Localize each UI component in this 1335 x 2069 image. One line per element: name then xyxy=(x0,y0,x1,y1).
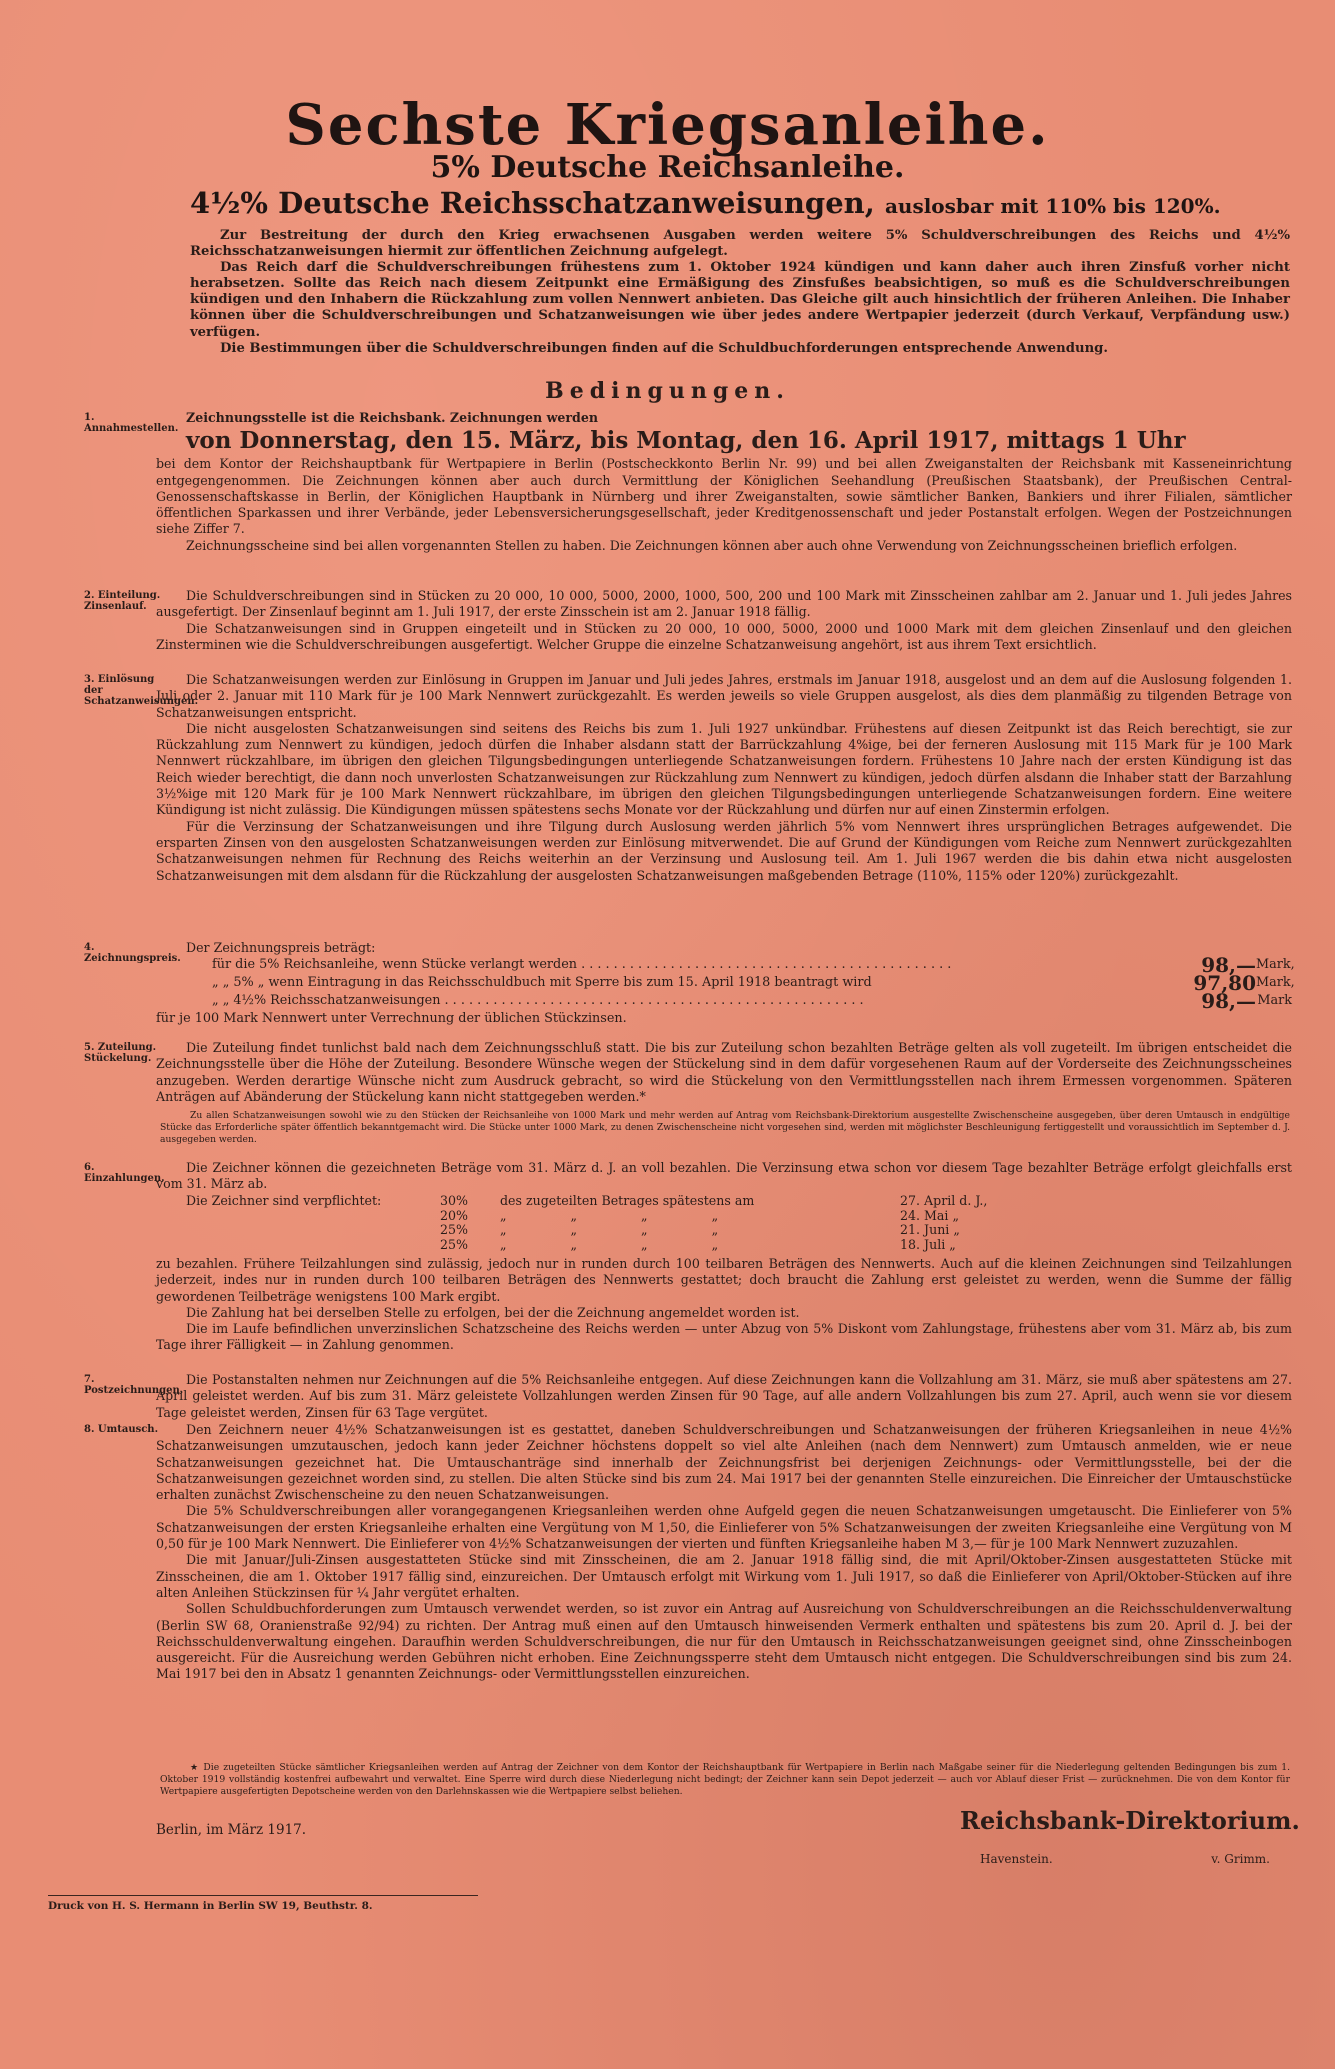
section-5-paragraph: Die Zuteilung findet tunlichst bald nach dem Zeichnungsschluß statt. Die bis zur Zuteilung schon bezahlten Beträge gelten als voll zugeteilt. Im übrigen entscheidet die Zeichnungsstelle über die Höhe der Zuteilung. Besondere Wünsche wegen der Stückelung sind in dem dafür vorgesehenen Raum auf der Vorderseite des Zeichnungsscheines anzugeben. Werden derartige Wünsche nicht zum Ausdruck gebracht, so wird die Stückelung von den Vermittlungsstellen nach ihrem Ermessen vorgenommen. Späteren Anträgen auf Abänderung der Stückelung kann nicht stattgegeben werden.* xyxy=(156,1040,1292,1104)
printer-divider xyxy=(48,1895,478,1896)
schedule-percent: 25% xyxy=(440,1236,468,1252)
schedule-text: des zugeteilten Betrages spätestens am xyxy=(500,1193,755,1208)
signer-havenstein: Havenstein. xyxy=(980,1852,1053,1866)
schedule-row xyxy=(440,1223,1040,1238)
price-row-unit: Mark, xyxy=(1256,975,1295,990)
price-row-text: „ „ 4½% Reichsschatzanweisungen . . . . . . . . . . . . . . . . . . . . . . . . . . . . . . . . . . . . . . . . . . . . . . . . . . . . xyxy=(212,993,864,1008)
section-3-paragraph: Die Schatzanweisungen werden zur Einlösung in Gruppen im Januar und Juli jedes Jahres, erstmals im Januar 1918, ausgelost und an dem auf die Auslosung folgenden 1. Juli oder 2. Januar mit 110 Mark für je 100 Mark Nennwert zurückgezahlt. Es werden jeweils so viele Gruppen ausgelost, als dies dem planmäßig zu tilgenden Betrage von Schatzanweisungen entspricht. xyxy=(156,672,1292,720)
subtitle-reichsanleihe: 5% Deutsche Reichsanleihe. xyxy=(430,150,905,185)
margin-label-5: 5. Zuteilung. Stückelung. xyxy=(84,1042,157,1064)
printer-imprint: Druck von H. S. Hermann in Berlin SW 19, Beuthstr. 8. xyxy=(48,1900,373,1912)
section-3 xyxy=(156,672,1292,884)
section-5 xyxy=(156,1040,1292,1105)
schedule-date: 27. April d. J., xyxy=(900,1193,988,1208)
section-6-paragraph: Die im Laufe befindlichen unverzinslichen Schatzscheine des Reichs werden — unter Abzug von 5% Diskont vom Zahlungstage, frühestens aber vom 31. März ab, bis zum Tage ihrer Fälligkeit — in Zahlung genommen. xyxy=(156,1321,1292,1353)
payment-schedule xyxy=(440,1194,1040,1252)
margin-label-2: 2. Einteilung. Zinsenlauf. xyxy=(84,590,161,612)
schedule-date: 18. Juli „ xyxy=(900,1236,956,1252)
section-1-period: von Donnerstag, den 15. März, bis Montag, den 16. April 1917, mittags 1 Uhr xyxy=(186,427,1186,455)
section-6-paragraph: zu bezahlen. Frühere Teilzahlungen sind zulässig, jedoch nur in runden durch 100 teilbaren Beträgen des Nennwerts. Auch auf die kleinen Zeichnungen sind Teilzahlungen jederzeit, indes nur in runden durch 100 teilbaren Beträgen des Nennwerts gestattet; doch braucht die Zahlung erst geleistet zu werden, wenn die Summe der fällig gewordenen Teilbeträge wenigstens 100 Mark ergibt. xyxy=(156,1256,1292,1304)
section-8-paragraph: Sollen Schuldbuchforderungen zum Umtausch verwendet werden, so ist zuvor ein Antrag auf Ausreichung von Schuldverschreibungen an die Reichsschuldenverwaltung (Berlin SW 68, Oranienstraße 92/94) zu richten. Der Antrag muß einen auf den Umtausch hinweisenden Vermerk enthalten und spätestens bis zum 20. April d. J. bei der Reichsschuldenverwaltung eingehen. Daraufhin werden Schuldverschreibungen, die nur für den Umtausch in Reichsschatzanweisungen geeignet sind, ohne Zinsscheinbogen ausgereicht. Für die Ausreichung werden Gebühren nicht erhoben. Eine Zeichnungssperre steht dem Umtausch nicht entgegen. Die Schuldverschreibungen sind bis zum 24. Mai 1917 bei den in Absatz 1 genannten Zeichnungs- oder Vermittlungsstellen einzureichen. xyxy=(156,1601,1292,1682)
conditions-heading: Bedingungen. xyxy=(545,378,790,404)
section-1 xyxy=(156,410,1292,554)
margin-label-1: 1. Annahmestellen. xyxy=(84,412,179,434)
section-6-paragraph: Die Zahlung hat bei derselben Stelle zu erfolgen, bei der die Zeichnung angemeldet worden ist. xyxy=(186,1304,800,1320)
section-1-paragraph: Zeichnungsscheine sind bei allen vorgenannten Stellen zu haben. Die Zeichnungen können aber auch ohne Verwendung von Zeichnungsscheinen brieflich erfolgen. xyxy=(186,537,1238,553)
margin-label-7: 7. Postzeichnungen. xyxy=(84,1374,184,1396)
price-row-value: 98,— xyxy=(1201,989,1256,1013)
section-2-paragraph: Die Schatzanweisungen sind in Gruppen eingeteilt und in Stücken zu 20 000, 10 000, 5000, 2000 und 1000 Mark mit dem gleichen Zinsenlauf und den gleichen Zinsterminen wie die Schuldverschreibungen ausgefertigt. Welcher Gruppe die einzelne Schatzanweisung angehört, ist aus ihrem Text ersichtlich. xyxy=(156,620,1292,652)
section-7-paragraph: Die Postanstalten nehmen nur Zeichnungen auf die 5% Reichsanleihe entgegen. Auf diese Zeichnungen kann die Vollzahlung am 31. März, sie muß aber spätestens am 27. April geleistet werden. Auf bis zum 31. März geleistete Vollzahlungen werden Zinsen für 90 Tage, auf alle andern Vollzahlungen bis zum 27. April, auch wenn sie vor diesem Tage geleistet werden, Zinsen für 63 Tage vergütet. xyxy=(156,1372,1292,1420)
margin-label-3: 3. Einlösung der Schatzanweisungen. xyxy=(84,674,199,707)
section-8-paragraph: Die 5% Schuldverschreibungen aller vorangegangenen Kriegsanleihen werden ohne Aufgeld gegen die neuen Schatzanweisungen umgetauscht. Die Einlieferer von 5% Schatzanweisungen der ersten Kriegsanleihe erhalten eine Vergütung von M 1,50, die Einlieferer von 5% Schatzanweisungen der zweiten Kriegsanleihe eine Vergütung von M 0,50 für je 100 Mark Nennwert. Die Einlieferer von 4½% Schatzanweisungen der vierten und fünften Kriegsanleihe haben M 3,— für je 100 Mark Nennwert zuzuzahlen. xyxy=(156,1503,1292,1552)
price-row-text: „ „ 5% „ wenn Eintragung in das Reichsschuldbuch mit Sperre bis zum 15. April 1918 beantragt wird xyxy=(212,975,872,990)
section-2-paragraph: Die Schuldverschreibungen sind in Stücken zu 20 000, 10 000, 5000, 2000, 1000, 500, 200 und 100 Mark mit Zinsscheinen zahlbar am 2. Januar und 1. Juli jedes Jahres ausgefertigt. Der Zinsenlauf beginnt am 1. Juli 1917, der erste Zinsschein ist am 2. Januar 1918 fällig. xyxy=(156,588,1292,620)
section-8 xyxy=(156,1422,1292,1683)
margin-label-6: 6. Einzahlungen. xyxy=(84,1162,165,1184)
schedule-row xyxy=(440,1194,1040,1209)
price-row xyxy=(156,989,1292,1013)
section-3-paragraph: Für die Verzinsung der Schatzanweisungen und ihre Tilgung durch Auslosung werden jährlich 5% vom Nennwert ihres ursprünglichen Betrages aufgewendet. Die ersparten Zinsen von den ausgelosten Schatzanweisungen werden zur Einlösung mitverwendet. Die auf Grund der Kündigungen vom Reiche zum Nennwert zurückgezahlten Schatzanweisungen nehmen für Rechnung des Reichs weiterhin an der Verzinsung und Auslosung teil. Am 1. Juli 1967 werden die bis dahin etwa nicht ausgelosten Schatzanweisungen mit dem alsdann für die Rückzahlung der ausgelosten Schatzanweisungen maßgebenden Betrage (110%, 115% oder 120%) zurückgezahlt. xyxy=(156,818,1292,883)
margin-label-4: 4. Zeichnungspreis. xyxy=(84,942,181,964)
schedule-percent: 20% xyxy=(440,1207,468,1223)
footnote xyxy=(160,1762,1290,1798)
intro-paragraph: Zur Bestreitung der durch den Krieg erwachsenen Ausgaben werden weitere 5% Schuldverschreibungen des Reichs und 4½% Reichsschatzanweisungen hiermit zur öffentlichen Zeichnung aufgelegt. xyxy=(190,228,1290,260)
section-6-paragraph: Die Zeichner sind verpflichtet: xyxy=(186,1192,382,1208)
intro-paragraph: Das Reich darf die Schuldverschreibungen frühestens zum 1. Oktober 1924 kündigen und kann daher auch ihren Zinsfuß vorher nicht herabsetzen. Sollte das Reich nach diesem Zeitpunkt eine Ermäßigung des Zinsfußes beabsichtigen, so muß es die Schuldverschreibungen kündigen und den Inhabern die Rückzahlung zum vollen Nennwert anbieten. Das Gleiche gilt auch hinsichtlich der früheren Anleihen. Die Inhaber können über die Schuldverschreibungen und Schatzanweisungen wie über jedes andere Wertpapier jederzeit (durch Verkauf, Verpfändung usw.) verfügen. xyxy=(190,260,1290,340)
subtitle-schatzanweisungen-main: 4½% Deutsche Reichsschatzanweisungen, xyxy=(190,186,875,220)
section-4-lead: Der Zeichnungspreis beträgt: xyxy=(186,940,376,955)
price-table xyxy=(156,953,1295,1028)
subtitle-schatzanweisungen xyxy=(190,186,1290,220)
section-6-bottom xyxy=(156,1256,1292,1354)
section-7 xyxy=(156,1372,1292,1421)
signers xyxy=(980,1852,1270,1866)
section-4-lead-block xyxy=(156,940,1292,956)
section-1-paragraph: bei dem Kontor der Reichshauptbank für Wertpapiere in Berlin (Postscheckkonto Berlin Nr. 99) und bei allen Zweiganstalten der Reichsbank mit Kasseneinrichtung entgegengenommen. Die Zeichnungen können aber auch durch Vermittlung der Königlichen Seehandlung (Preußischen Staatsbank), der Preußischen Central-Genossenschaftskasse in Berlin, der Königlichen Hauptbank in Nürnberg und ihrer Zweiganstalten, sowie sämtlicher Banken, Bankiers und ihrer Filialen, sämtlicher öffentlichen Sparkassen und ihrer Verbände, jeder Lebensversicherungsgesellschaft, jeder Kreditgenossenschaft und jeder Postanstalt erfolgen. Wegen der Postzeichnungen siehe Ziffer 7. xyxy=(156,456,1292,537)
price-row xyxy=(156,971,1295,995)
price-row-unit: Mark xyxy=(1257,993,1292,1008)
price-row-unit: Mark, xyxy=(1256,957,1295,972)
footnote-text: ★ Die zugeteilten Stücke sämtlicher Kriegsanleihen werden auf Antrag der Zeichner von dem Kontor der Reichshauptbank für Wertpapiere in Berlin nach Maßgabe seiner für die Niederlegung geltenden Bedingungen bis zum 1. Oktober 1919 vollständig kostenfrei aufbewahrt und verwaltet. Eine Sperre wird durch diese Niederlegung nicht bedingt; der Zeichner kann sein Depot jederzeit — auch vor Ablauf dieser Frist — zurücknehmen. Die von dem Kontor für Wertpapiere ausgefertigten Depotscheine werden von den Darlehnskassen wie die Wertpapiere selbst beliehen. xyxy=(160,1762,1290,1797)
section-3-paragraph: Die nicht ausgelosten Schatzanweisungen sind seitens des Reichs bis zum 1. Juli 1927 unkündbar. Frühestens auf diesen Zeitpunkt ist das Reich berechtigt, sie zur Rückzahlung zum Nennwert zu kündigen, jedoch dürfen die Inhaber alsdann statt der Barrückzahlung 4%ige, bei der ferneren Auslosung mit 115 Mark für je 100 Mark Nennwert rückzahlbare, im übrigen den gleichen Tilgungsbedingungen unterliegende Schatzanweisungen fordern. Frühestens 10 Jahre nach der ersten Kündigung ist das Reich wieder berechtigt, die dann noch unverlosten Schatzanweisungen zur Rückzahlung zum Nennwert zu kündigen, jedoch dürfen alsdann die Inhaber statt der Barzahlung 3½%ige mit 120 Mark für je 100 Mark Nennwert rückzahlbare, im übrigen den gleichen Tilgungsbedingungen unterliegende Schatzanweisungen fordern. Eine weitere Kündigung ist nicht zulässig. Die Kündigungen müssen spätestens sechs Monate vor der Rückzahlung und dürfen nur auf einen Zinstermin erfolgen. xyxy=(156,720,1292,818)
signer-grimm: v. Grimm. xyxy=(1211,1852,1270,1866)
section-6-paragraph: Die Zeichner können die gezeichneten Beträge vom 31. März d. J. an voll bezahlen. Die Verzinsung etwa schon vor diesem Tage bezahlter Beträge erfolgt gleichfalls erst vom 31. März ab. xyxy=(156,1160,1292,1192)
schedule-text: „ „ „ „ xyxy=(500,1207,749,1223)
schedule-row xyxy=(440,1238,1040,1253)
place-date: Berlin, im März 1917. xyxy=(156,1822,307,1838)
price-row-value: 98,— xyxy=(1201,953,1256,977)
schedule-date: 24. Mai „ xyxy=(900,1207,959,1223)
schedule-row xyxy=(440,1209,1040,1224)
intro-paragraph: Die Bestimmungen über die Schuldverschreibungen finden auf die Schuldbuchforderungen entsprechende Anwendung. xyxy=(220,340,1108,356)
section-5-note xyxy=(160,1110,1290,1146)
price-tail-text: für je 100 Mark Nennwert unter Verrechnung der üblichen Stückzinsen. xyxy=(156,1011,627,1026)
price-row-text: für die 5% Reichsanleihe, wenn Stücke verlangt werden . . . . . . . . . . . . . . . . . . . . . . . . . . . . . . . . . . . . . . . . . . . . . . xyxy=(212,957,952,972)
subtitle-schatzanweisungen-small: auslosbar mit 110% bis 120%. xyxy=(884,194,1221,218)
price-row xyxy=(156,953,1295,977)
section-2 xyxy=(156,588,1292,653)
section-8-paragraph: Die mit Januar/Juli-Zinsen ausgestatteten Stücke sind mit Zinsscheinen, die am 2. Januar 1918 fällig sind, die mit April/Oktober-Zinsen ausgestatteten Stücke mit Zinsscheinen, die am 1. Oktober 1917 fällig sind, einzureichen. Der Umtausch erfolgt mit Wirkung vom 1. Juli 1917, so daß die Einlieferer von April/Oktober-Stücken auf ihre alten Anleihen Stückzinsen für ¼ Jahr vergütet erhalten. xyxy=(156,1552,1292,1600)
schedule-text: „ „ „ „ xyxy=(500,1236,749,1252)
section-8-paragraph: Den Zeichnern neuer 4½% Schatzanweisungen ist es gestattet, daneben Schuldverschreibungen und Schatzanweisungen der früheren Kriegsanleihen in neue 4½% Schatzanweisungen umzutauschen, jedoch kann jeder Zeichner höchstens doppelt so viel alte Anleihen (nach dem Nennwert) zum Umtausch anmelden, wie er neue Schatzanweisungen gezeichnet hat. Die Umtauschanträge sind innerhalb der Zeichnungsfrist bei derjenigen Zeichnungs- oder Vermittlungsstelle, bei der die Schatzanweisungen gezeichnet worden sind, zu stellen. Die alten Stücke sind bis zum 24. Mai 1917 bei der genannten Stelle einzureichen. Die Einreicher der Umtauschstücke erhalten zunächst Zwischenscheine zu den neuen Schatzanweisungen. xyxy=(156,1422,1292,1503)
section-5-note-text: Zu allen Schatzanweisungen sowohl wie zu den Stücken der Reichsanleihe von 1000 Mark und mehr werden auf Antrag vom Reichsbank-Direktorium ausgestellte Zwischenscheine ausgegeben, über deren Umtausch in endgültige Stücke das Erforderliche später öffentlich bekanntgemacht wird. Die Stücke unter 1000 Mark, zu denen Zwischenscheine nicht vorgesehen sind, werden mit möglichster Beschleunigung fertiggestellt und voraussichtlich im September d. J. ausgegeben werden. xyxy=(160,1110,1290,1145)
schedule-percent: 25% xyxy=(440,1222,468,1237)
price-row-value: 97,80 xyxy=(1193,971,1256,995)
schedule-date: 21. Juni „ xyxy=(900,1222,960,1237)
section-1-lead: Zeichnungsstelle ist die Reichsbank. Zeichnungen werden xyxy=(186,410,599,425)
document-title: Sechste Kriegsanleihe. xyxy=(285,92,1050,158)
intro-text xyxy=(190,228,1290,357)
schedule-text: „ „ „ „ xyxy=(500,1222,749,1237)
schedule-percent: 30% xyxy=(440,1193,468,1208)
margin-label-8: 8. Umtausch. xyxy=(84,1424,159,1435)
price-tail xyxy=(156,1010,1292,1028)
signature-institution: Reichsbank-Direktorium. xyxy=(960,1806,1300,1835)
